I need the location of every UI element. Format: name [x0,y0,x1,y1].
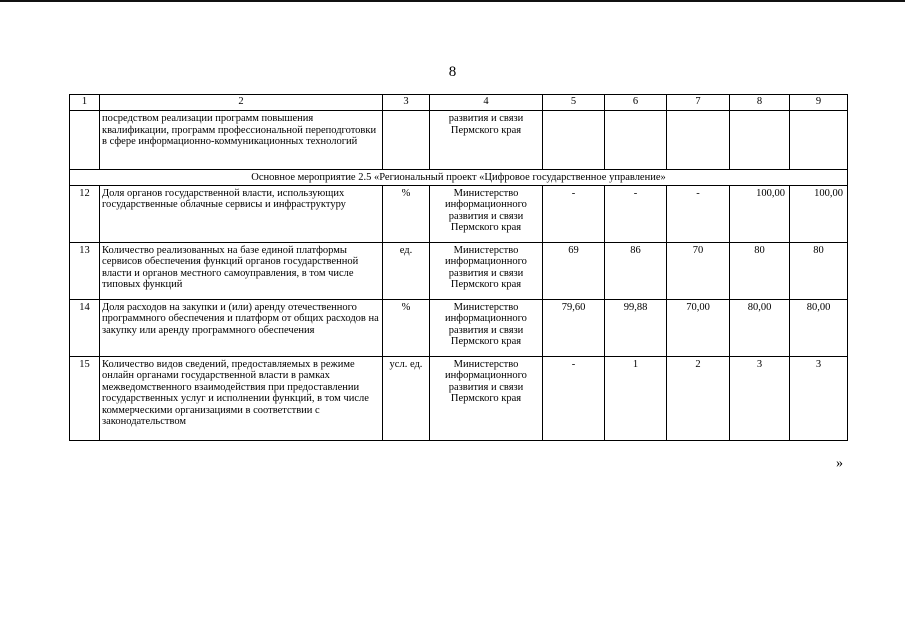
cont-name-cell: посредством реализации программ повышения квалификации, программ профессиональной переподготовки в сфере информационно-коммуникационных технологий [100,111,383,170]
value-col6: - [605,185,667,242]
page-number: 8 [448,64,457,80]
value-col5: - [543,356,605,440]
value-col8: 3 [730,356,790,440]
value-col5: 79,60 [543,299,605,356]
value-col6: 1 [605,356,667,440]
table-row [70,185,848,242]
continuation-row [70,111,848,170]
value-col7: 2 [667,356,730,440]
unit-cell: усл. ед. [383,356,430,440]
closing-quote: » [836,456,843,471]
unit-cell: ед. [383,242,430,299]
value-col9: 100,00 [790,185,848,242]
value-col6: 86 [605,242,667,299]
value-col9: 80 [790,242,848,299]
section-row [70,170,848,186]
col-header-3: 3 [383,95,430,111]
col-header-1: 1 [70,95,100,111]
value-col8: 80 [730,242,790,299]
col-header-8: 8 [730,95,790,111]
unit-cell: % [383,185,430,242]
cont-v5-cell [543,111,605,170]
cont-unit-cell [383,111,430,170]
section-title: Основное мероприятие 2.5 «Региональный проект «Цифровое государственное управление» [70,170,848,186]
value-col7: - [667,185,730,242]
cont-v7-cell [667,111,730,170]
cont-v9-cell [790,111,848,170]
indicator-name: Доля расходов на закупки и (или) аренду отечественного программного обеспечения и платформ от общих расходов на закупку или аренду программного обеспечения [100,299,383,356]
value-col8: 80,00 [730,299,790,356]
value-col9: 3 [790,356,848,440]
value-col7: 70,00 [667,299,730,356]
value-col5: - [543,185,605,242]
indicator-name: Количество реализованных на базе единой платформы сервисов обеспечения функций органов государственной власти и органов местного самоуправления, в том числе типовых функций [100,242,383,299]
indicator-name: Количество видов сведений, предоставляемых в режиме онлайн органами государственной власти в рамках межведомственного взаимодействия при предоставлении государственных услуг и исполнении функций, в том числе коммерческими организациями в соответствии с законодательством [100,356,383,440]
header-row [70,95,848,111]
value-col9: 80,00 [790,299,848,356]
value-col6: 99,88 [605,299,667,356]
unit-cell: % [383,299,430,356]
indicator-name: Доля органов государственной власти, использующих государственные облачные сервисы и инфраструктуру [100,185,383,242]
table-row [70,299,848,356]
cont-v8-cell [730,111,790,170]
responsible-cell: Министерство информационного развития и связи Пермского края [430,185,543,242]
cont-v6-cell [605,111,667,170]
value-col5: 69 [543,242,605,299]
value-col7: 70 [667,242,730,299]
table-row [70,242,848,299]
col-header-9: 9 [790,95,848,111]
responsible-cell: Министерство информационного развития и связи Пермского края [430,242,543,299]
col-header-5: 5 [543,95,605,111]
col-header-2: 2 [100,95,383,111]
indicators-table [69,94,848,441]
responsible-cell: Министерство информационного развития и связи Пермского края [430,356,543,440]
responsible-cell: Министерство информационного развития и связи Пермского края [430,299,543,356]
cont-resp-cell: развития и связи Пермского края [430,111,543,170]
row-number: 15 [70,356,100,440]
row-number: 13 [70,242,100,299]
top-rule [0,0,905,2]
col-header-4: 4 [430,95,543,111]
value-col8: 100,00 [730,185,790,242]
row-number: 12 [70,185,100,242]
col-header-7: 7 [667,95,730,111]
col-header-6: 6 [605,95,667,111]
cont-num-cell [70,111,100,170]
table-row [70,356,848,440]
row-number: 14 [70,299,100,356]
